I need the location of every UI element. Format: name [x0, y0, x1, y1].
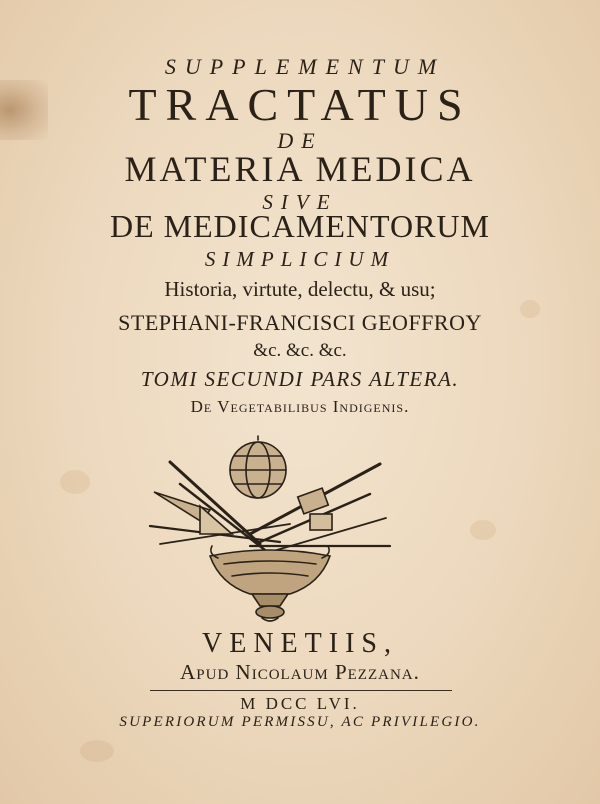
de-line: DE	[277, 128, 323, 153]
foxing-spot	[80, 740, 114, 762]
historia-line: Historia, virtute, delectu, & usu;	[164, 277, 436, 301]
de-medicamentorum-heading: DE MEDICAMENTORUM	[110, 208, 490, 244]
foxing-spot	[60, 470, 90, 494]
foxing-spot	[470, 520, 496, 540]
permission-line: SUPERIORUM PERMISSU, AC PRIVILEGIO.	[119, 714, 481, 730]
etc-line: &c. &c. &c.	[253, 340, 347, 361]
subtitle-line: De Vegetabilibus Indigenis.	[190, 397, 410, 416]
divider-rule	[150, 690, 452, 691]
tractatus-heading: TRACTATUS	[128, 79, 472, 130]
simplicium-line: SIMPLICIUM	[204, 247, 396, 271]
place-line: VENETIIS,	[202, 628, 398, 659]
materia-medica-heading: MATERIA MEDICA	[124, 149, 476, 189]
author-line: STEPHANI-FRANCISCI GEOFFROY	[118, 310, 482, 335]
volume-line: TOMI SECUNDI PARS ALTERA.	[140, 367, 460, 391]
publisher-line: Apud Nicolaum Pezzana.	[180, 660, 420, 684]
printers-ornament	[140, 434, 400, 624]
supplementum-line: SUPPLEMENTUM	[164, 54, 446, 79]
year-line: M DCC LVI.	[240, 694, 360, 713]
basket-icon	[210, 550, 330, 594]
sive-line: SIVE	[262, 190, 338, 214]
